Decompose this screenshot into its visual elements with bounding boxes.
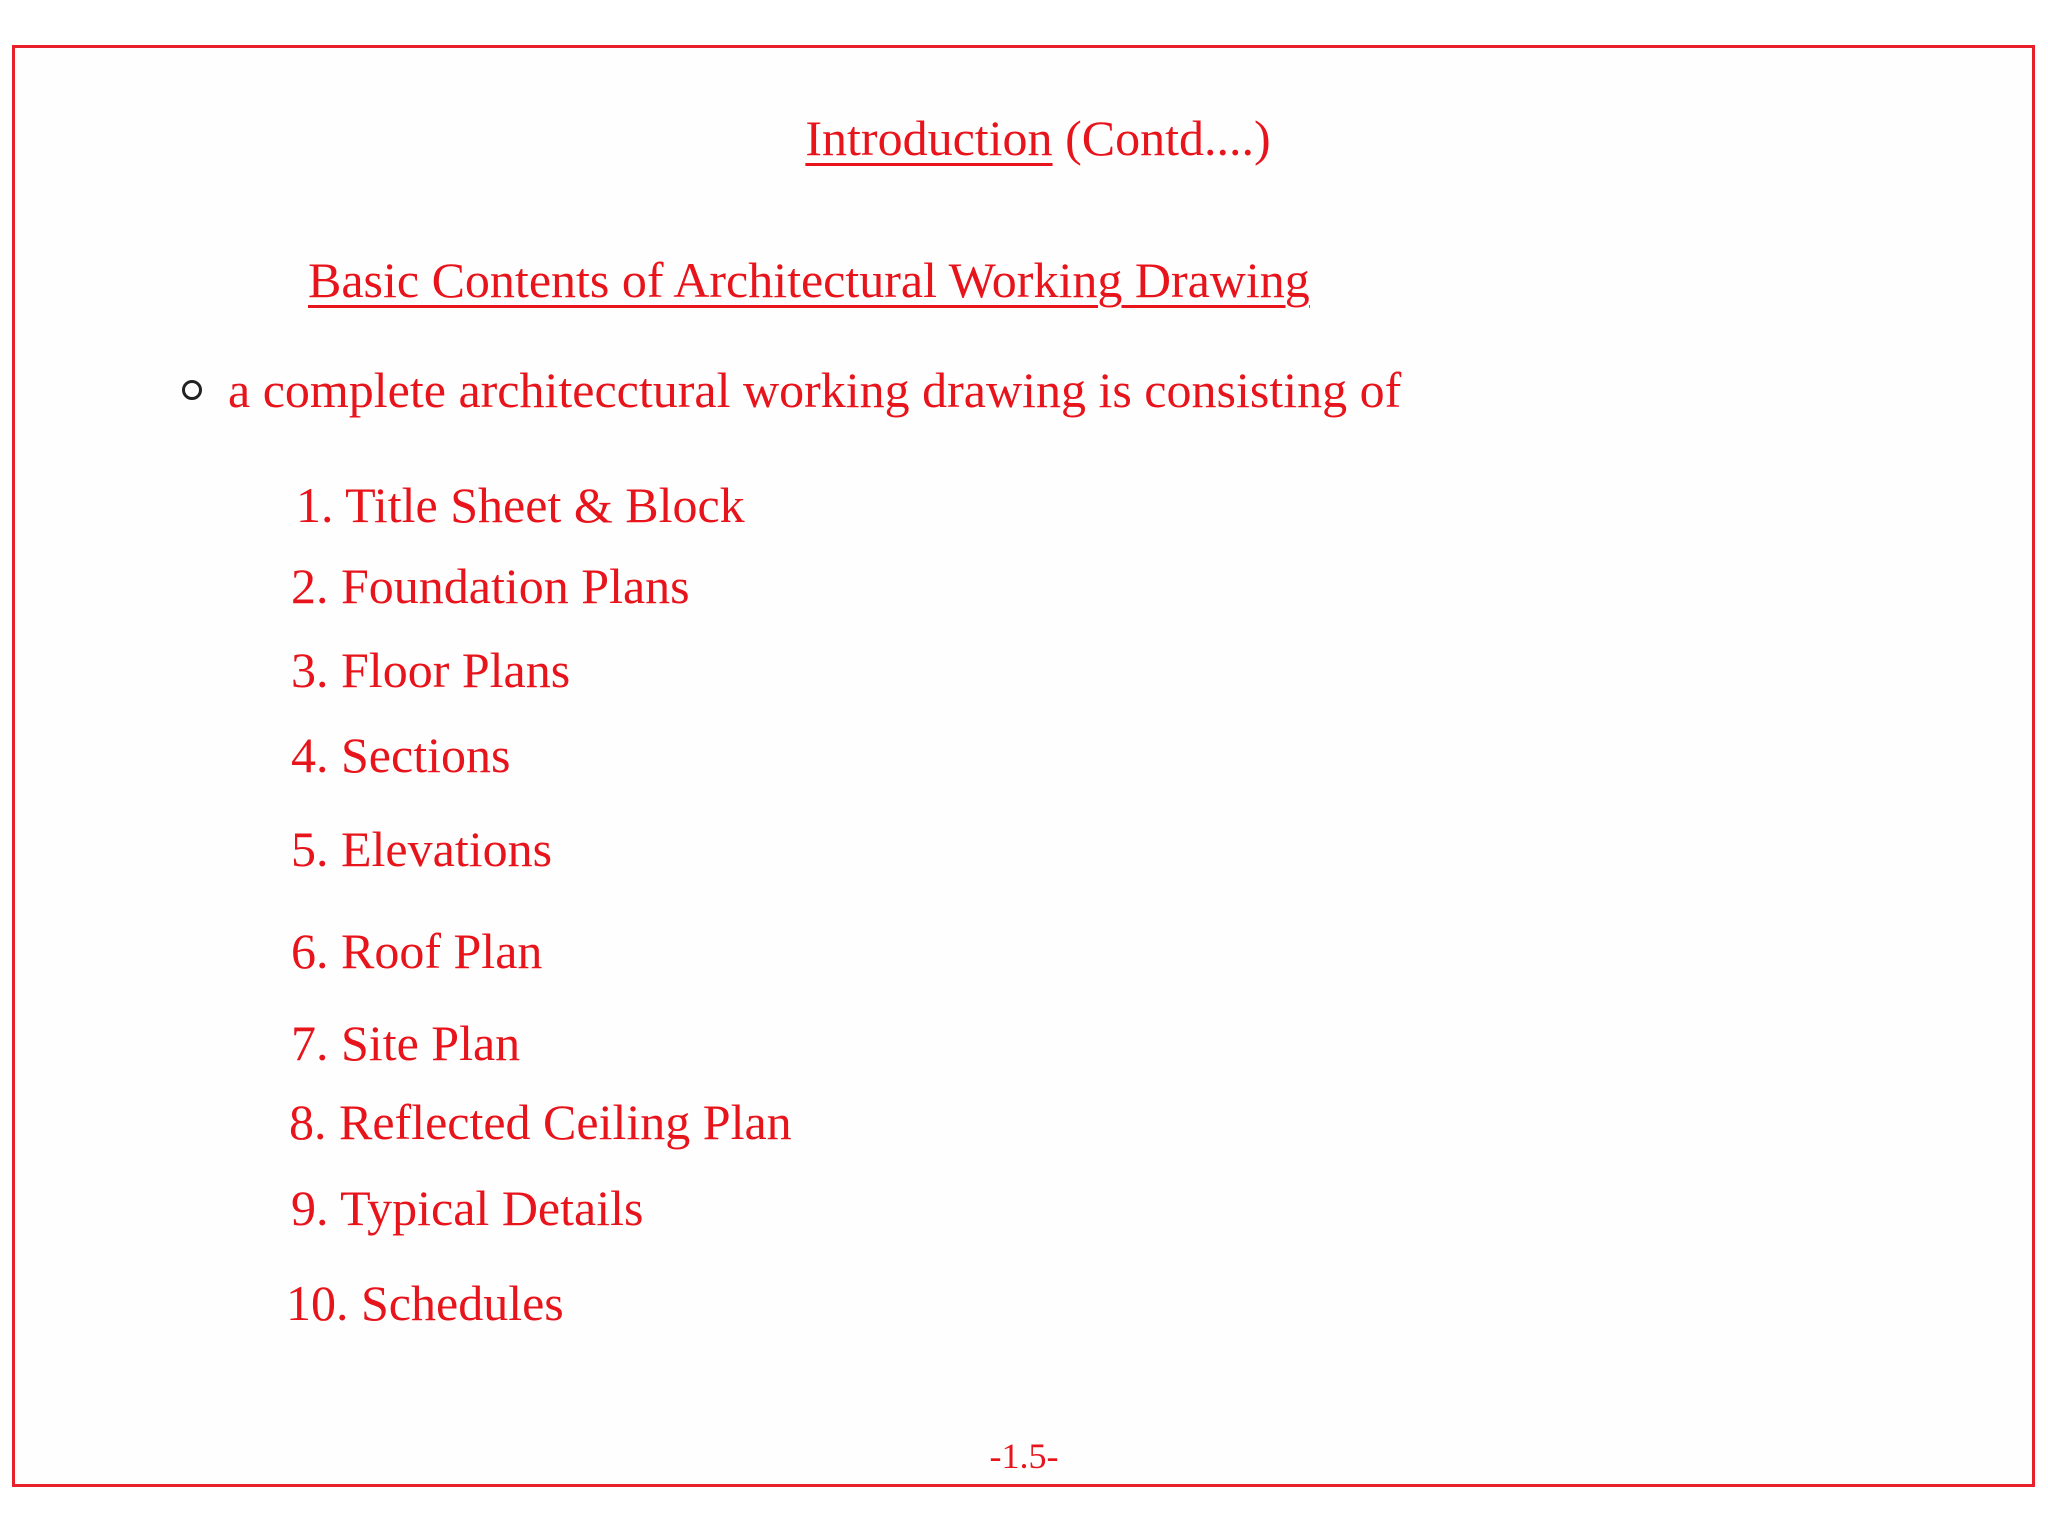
page-number: -1.5-	[989, 1436, 1059, 1476]
intro-bullet	[182, 360, 1401, 420]
list-item: 10. Schedules	[286, 1275, 564, 1331]
hollow-circle-icon	[182, 380, 202, 400]
list-item: 5. Elevations	[291, 821, 553, 877]
list-item: 3. Floor Plans	[291, 642, 571, 698]
list-item: 7. Site Plan	[291, 1015, 521, 1071]
slide-title	[0, 108, 2048, 168]
intro-bullet-text: a complete architecctural working drawing is consisting of	[228, 362, 1402, 418]
list-item: 8. Reflected Ceiling Plan	[289, 1094, 792, 1150]
list-item: 2. Foundation Plans	[291, 558, 690, 614]
list-item: 1. Title Sheet & Block	[296, 477, 745, 533]
slide-title-main: Introduction	[805, 110, 1053, 166]
list-item: 6. Roof Plan	[291, 923, 543, 979]
list-item: 9. Typical Details	[291, 1180, 644, 1236]
list-item: 4. Sections	[291, 727, 511, 783]
slide-subtitle: Basic Contents of Architectural Working Drawing	[308, 252, 1310, 308]
slide-title-suffix: (Contd....)	[1052, 110, 1271, 166]
